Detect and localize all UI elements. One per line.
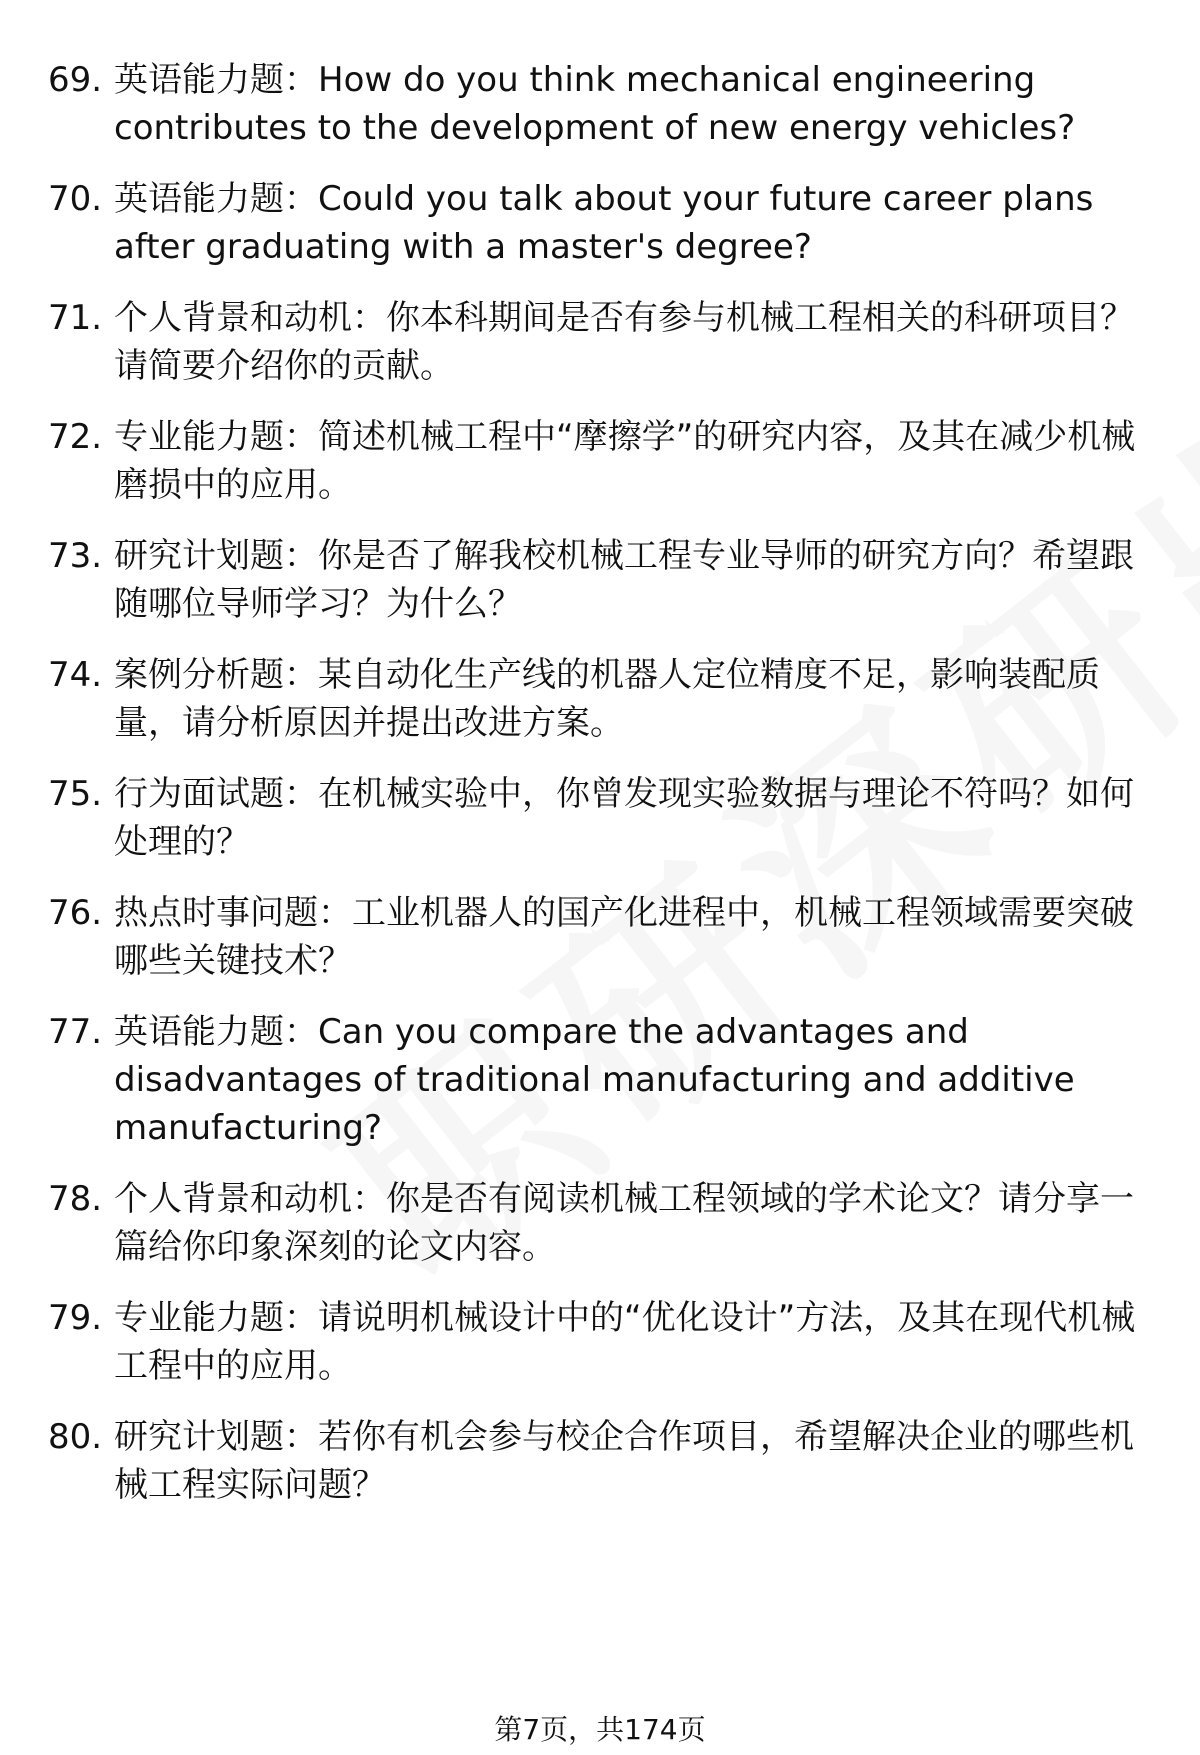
question-number: 74. — [48, 655, 103, 695]
question-item-76 — [48, 889, 1148, 985]
question-text: 研究计划题：你是否了解我校机械工程专业导师的研究方向？希望跟随哪位导师学习？为什么？ — [114, 536, 1134, 624]
question-item-71 — [48, 294, 1148, 390]
question-list — [48, 56, 1148, 1509]
question-number: 71. — [48, 298, 103, 338]
question-text: 热点时事问题：工业机器人的国产化进程中，机械工程领域需要突破哪些关键技术？ — [114, 893, 1134, 981]
question-number: 72. — [48, 417, 103, 457]
question-text: 研究计划题：若你有机会参与校企合作项目，希望解决企业的哪些机械工程实际问题？ — [114, 1417, 1134, 1505]
question-number: 75. — [48, 774, 103, 814]
question-number: 69. — [48, 60, 103, 100]
question-text: 个人背景和动机：你本科期间是否有参与机械工程相关的科研项目？请简要介绍你的贡献。 — [114, 298, 1134, 386]
question-item-75 — [48, 770, 1148, 866]
question-item-73 — [48, 532, 1148, 628]
question-item-77 — [48, 1008, 1148, 1152]
question-item-78 — [48, 1175, 1148, 1271]
question-text: 案例分析题：某自动化生产线的机器人定位精度不足，影响装配质量，请分析原因并提出改进方案。 — [114, 655, 1100, 743]
question-number: 70. — [48, 179, 103, 219]
question-text: 个人背景和动机：你是否有阅读机械工程领域的学术论文？请分享一篇给你印象深刻的论文内容。 — [114, 1179, 1134, 1267]
question-number: 78. — [48, 1179, 103, 1219]
question-item-70 — [48, 175, 1148, 271]
question-number: 79. — [48, 1298, 103, 1338]
question-number: 73. — [48, 536, 103, 576]
question-text: 专业能力题：请说明机械设计中的“优化设计”方法，及其在现代机械工程中的应用。 — [114, 1298, 1136, 1386]
question-item-74 — [48, 651, 1148, 747]
question-item-79 — [48, 1294, 1148, 1390]
question-number: 77. — [48, 1012, 103, 1052]
question-item-80 — [48, 1413, 1148, 1509]
question-item-69 — [48, 56, 1148, 152]
question-text: 行为面试题：在机械实验中，你曾发现实验数据与理论不符吗？如何处理的？ — [114, 774, 1134, 862]
question-text: 英语能力题：Could you talk about your future career plans after graduating with a master's degree? — [114, 179, 1094, 267]
question-text: 英语能力题：How do you think mechanical engineering contributes to the development of new energy vehicles? — [114, 60, 1076, 148]
question-item-72 — [48, 413, 1148, 509]
question-text: 英语能力题：Can you compare the advantages and disadvantages of traditional manufacturing and additive manufacturing? — [114, 1012, 1075, 1148]
question-text: 专业能力题：简述机械工程中“摩擦学”的研究内容，及其在减少机械磨损中的应用。 — [114, 417, 1136, 505]
question-number: 76. — [48, 893, 103, 933]
question-number: 80. — [48, 1417, 103, 1457]
page-footer: 第7页，共174页 — [494, 1713, 706, 1746]
